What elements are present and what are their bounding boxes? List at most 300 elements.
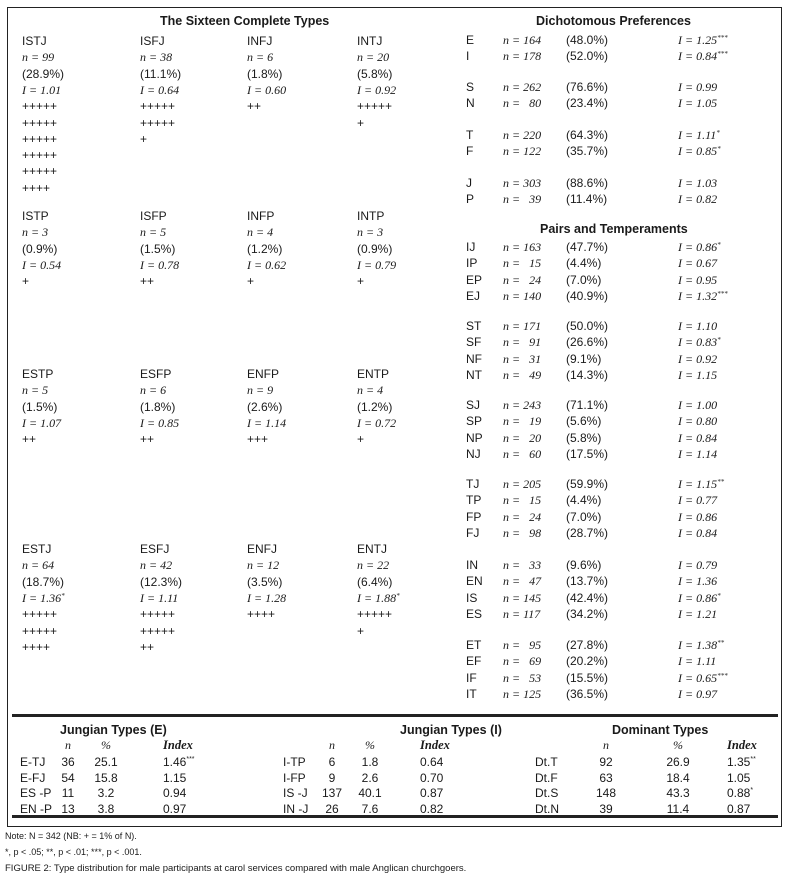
pref-index-text: I = 0.80: [678, 414, 718, 429]
significance-marker: ***: [717, 34, 728, 42]
pref-percent: [566, 368, 608, 382]
pref-count-text: n = 24: [503, 509, 542, 524]
pref-label-text: ES: [466, 607, 483, 622]
pref-count-text: n = 33: [503, 558, 542, 572]
pref-count: [503, 591, 541, 605]
row-count-text: 148: [595, 786, 617, 800]
type-plus-bar-text: +++++: [22, 623, 58, 638]
pref-count: [503, 687, 541, 701]
row-percent: [660, 802, 696, 816]
pref-percent-text: (34.2%): [566, 607, 609, 622]
type-index: [22, 416, 61, 430]
pref-label-text: I: [466, 49, 470, 63]
pref-count: [503, 273, 541, 287]
significance-marker: **: [717, 639, 725, 647]
row-index-text: 0.88: [727, 786, 751, 800]
row-percent: [352, 755, 388, 769]
pref-label: [466, 558, 478, 572]
pref-index: [678, 33, 728, 47]
pref-label-text: IS: [466, 590, 478, 605]
bottom-table-title-text: Jungian Types (I): [400, 723, 502, 737]
pref-percent: [566, 96, 608, 110]
pref-label-text: FP: [466, 509, 482, 524]
pref-count-text: n = 171: [503, 319, 542, 333]
row-index-text: 1.35: [727, 755, 751, 769]
pref-label: [466, 591, 477, 605]
bottom-table-title: [400, 723, 502, 737]
pref-count-text: n = 117: [503, 607, 541, 622]
pref-label: [466, 335, 481, 349]
type-plus-bar-text: +++++: [22, 164, 58, 179]
type-plus-bar: [22, 607, 57, 621]
pref-label: [466, 319, 481, 333]
pref-count-text: n = 125: [503, 687, 542, 702]
type-plus-bar-text: ++++: [247, 607, 276, 622]
row-percent: [88, 786, 124, 800]
pref-count: [503, 526, 541, 540]
type-name: [140, 209, 167, 223]
pref-percent-text: (20.2%): [566, 654, 609, 669]
row-percent-text: 15.8: [94, 770, 118, 785]
type-index-text: I = 1.36: [22, 590, 62, 605]
type-plus-bar-text: +++: [247, 432, 269, 447]
pref-percent-text: (26.6%): [566, 335, 609, 350]
pref-index-text: I = 1.14: [678, 447, 718, 462]
row-percent: [352, 786, 388, 800]
pref-label: [466, 477, 479, 491]
pref-index: [678, 638, 724, 652]
pref-count: [503, 289, 541, 303]
type-plus-bar: [22, 432, 36, 446]
type-percent-text: (1.2%): [357, 399, 393, 414]
type-index-text: I = 0.54: [22, 257, 62, 272]
row-percent-text: 3.2: [97, 786, 115, 800]
row-index-text: 1.05: [727, 770, 751, 785]
significance-marker: ***: [717, 671, 728, 680]
pref-percent: [566, 654, 608, 668]
type-plus-bar-text: ++: [140, 639, 155, 654]
row-percent: [352, 771, 388, 785]
type-plus-bar-text: +: [357, 115, 365, 130]
type-plus-bar-text: +++++: [22, 607, 58, 622]
type-name-text: INTJ: [357, 34, 383, 48]
pref-index-text: I = 1.36: [678, 574, 718, 589]
row-index-text: 0.87: [727, 801, 751, 816]
type-plus-bar-text: +: [22, 274, 30, 289]
type-name-text: ESTP: [22, 367, 54, 381]
row-index-text: 0.94: [163, 786, 187, 800]
pref-count-text: n = 91: [503, 335, 542, 350]
row-label-text: IN -J: [283, 801, 309, 816]
type-name: [22, 209, 49, 223]
type-plus-bar: [22, 148, 57, 162]
type-plus-bar-text: +++++: [140, 623, 176, 638]
row-index: [420, 786, 443, 800]
type-index-text: I = 0.62: [247, 257, 287, 272]
pref-index: [678, 319, 717, 333]
pref-count-text: n = 20: [503, 430, 542, 445]
pref-label: [466, 431, 483, 445]
pref-index: [678, 447, 717, 461]
type-name-text: ENFJ: [247, 542, 277, 556]
type-plus-bar: [140, 432, 154, 446]
type-plus-bar-text: +: [357, 274, 365, 289]
significance-marker: ***: [186, 756, 195, 763]
pref-percent: [566, 414, 601, 428]
pref-label-text: SF: [466, 335, 482, 350]
pref-index: [678, 273, 717, 287]
row-label-text: E-FJ: [20, 770, 46, 785]
pref-percent: [566, 558, 601, 572]
type-plus-bar: [22, 116, 57, 130]
row-label-text: Dt.T: [535, 755, 558, 769]
pref-percent-text: (4.4%): [566, 493, 602, 508]
row-index-text: 1.15: [163, 770, 187, 785]
type-plus-bar-text: +++++: [140, 99, 176, 114]
type-count: [357, 50, 389, 64]
pref-index: [678, 240, 721, 254]
pref-index-text: I = 1.15: [678, 368, 718, 383]
pref-label: [466, 176, 472, 190]
row-label-text: Dt.F: [535, 770, 558, 785]
row-label: [20, 755, 45, 769]
pref-percent: [566, 607, 608, 621]
row-count: [50, 786, 86, 800]
row-count-text: 26: [325, 801, 339, 816]
pref-index-text: I = 0.86: [678, 509, 718, 524]
type-plus-bar: [22, 640, 50, 654]
sixteen-types-title: The Sixteen Complete Types: [160, 14, 330, 28]
type-plus-bar: [357, 624, 364, 638]
bottom-table-title-text: Dominant Types: [612, 723, 709, 737]
row-label-text: IS -J: [283, 786, 308, 800]
pref-percent: [566, 591, 608, 605]
type-plus-bar-text: +++++: [22, 148, 58, 163]
type-plus-bar-text: ++: [140, 432, 155, 447]
pref-count: [503, 558, 541, 572]
column-header-index: [163, 738, 193, 752]
row-count: [314, 771, 350, 785]
type-count: [22, 225, 48, 239]
pref-percent-text: (11.4%): [566, 192, 608, 206]
pref-count: [503, 607, 540, 621]
pref-count: [503, 335, 541, 349]
pref-percent: [566, 431, 601, 445]
pref-index-text: I = 0.85: [678, 144, 718, 158]
significance-marker: ***: [717, 290, 728, 299]
type-percent-text: (1.5%): [22, 399, 58, 414]
type-count: [247, 225, 273, 239]
pref-count-text: n = 140: [503, 289, 542, 304]
significance-marker: **: [750, 756, 756, 763]
significance-marker: *: [396, 591, 400, 600]
type-name-text: ENTP: [357, 367, 390, 381]
pref-percent: [566, 289, 608, 303]
figure-caption: FIGURE 2: Type distribution for male participants at carol services compared with male Anglican churchgoers.: [5, 863, 467, 874]
pref-count: [503, 96, 541, 110]
type-index: [140, 258, 179, 272]
type-percent: [140, 242, 175, 256]
pref-index-text: I = 1.38: [678, 638, 718, 652]
pref-index: [678, 477, 724, 491]
type-index: [357, 416, 396, 430]
column-header-index: [420, 738, 450, 752]
pref-index-text: I = 1.25: [678, 33, 718, 47]
pref-percent-text: (35.7%): [566, 144, 609, 158]
pref-percent: [566, 510, 601, 524]
type-index: [357, 83, 396, 97]
type-name: [247, 367, 279, 381]
pref-label-text: TP: [466, 493, 482, 508]
type-plus-bar-text: +++++: [140, 115, 176, 130]
row-index-text: 1.46: [163, 755, 187, 769]
type-name: [357, 367, 389, 381]
type-count: [22, 558, 54, 572]
pref-count-text: n = 19: [503, 414, 542, 429]
row-percent-text: 7.6: [361, 801, 379, 816]
pref-count: [503, 176, 541, 190]
pref-index-text: I = 0.92: [678, 351, 718, 366]
type-percent-text: (1.5%): [140, 241, 176, 256]
pref-percent-text: (36.5%): [566, 687, 609, 702]
significance-marker: ***: [717, 50, 728, 58]
pref-count-text: n = 178: [503, 49, 542, 63]
pref-index-text: I = 1.15: [678, 477, 718, 491]
pref-label: [466, 574, 483, 588]
pref-index: [678, 414, 717, 428]
pref-index: [678, 256, 717, 270]
type-index-text: I = 0.85: [140, 415, 180, 430]
pref-percent: [566, 352, 601, 366]
type-name-text: ISFP: [140, 209, 167, 223]
pref-label-text: NJ: [466, 447, 481, 462]
pref-label-text: EP: [466, 272, 483, 287]
pref-count-text: n = 262: [503, 80, 542, 94]
pref-index: [678, 574, 717, 588]
type-count: [357, 558, 389, 572]
type-percent: [140, 575, 182, 589]
type-index-text: I = 1.07: [22, 415, 62, 430]
type-plus-bar: [140, 624, 175, 638]
type-percent: [247, 400, 282, 414]
type-count-text: n = 42: [140, 558, 173, 573]
pref-count: [503, 352, 541, 366]
type-index: [140, 83, 179, 97]
pref-index-text: I = 0.84: [678, 526, 718, 541]
type-index-text: I = 1.11: [140, 590, 179, 605]
pref-index: [678, 591, 721, 605]
pref-label-text: EN: [466, 574, 483, 589]
row-count-text: 6: [328, 755, 336, 769]
type-plus-bar-text: +: [247, 274, 255, 289]
note-sample-size: Note: N = 342 (NB: + = 1% of N).: [5, 831, 137, 841]
pref-label: [466, 256, 477, 270]
row-index-text: 0.97: [163, 801, 187, 816]
type-name-text: ENFP: [247, 367, 280, 381]
pref-index-text: I = 0.67: [678, 256, 718, 271]
pref-percent-text: (47.7%): [566, 240, 609, 254]
row-percent-text: 2.6: [361, 770, 379, 785]
significance-marker: *: [750, 787, 754, 794]
row-count-text: 63: [599, 770, 613, 785]
pref-percent: [566, 176, 608, 190]
pref-count-text: n = 31: [503, 351, 542, 366]
pref-count: [503, 477, 541, 491]
pref-percent-text: (50.0%): [566, 319, 609, 333]
type-index-text: I = 0.78: [140, 257, 180, 272]
pref-label: [466, 493, 481, 507]
pref-index: [678, 192, 717, 206]
pref-index: [678, 352, 717, 366]
pref-count: [503, 431, 541, 445]
type-percent: [357, 67, 392, 81]
type-name: [140, 367, 171, 381]
pref-label-text: NT: [466, 368, 482, 383]
type-plus-bar-text: +: [357, 623, 365, 638]
row-count-text: 39: [599, 801, 613, 816]
row-index-text: 0.70: [420, 770, 444, 785]
type-name: [357, 542, 387, 556]
type-plus-bar: [22, 164, 57, 178]
row-count-text: 13: [61, 801, 75, 816]
type-count-text: n = 64: [22, 558, 55, 573]
row-count: [588, 802, 624, 816]
type-count-text: n = 4: [357, 383, 384, 398]
pref-count-text: n = 60: [503, 447, 542, 462]
type-plus-bar-text: ++++: [22, 180, 51, 195]
type-percent: [22, 575, 64, 589]
type-plus-bar: [357, 274, 364, 288]
type-percent-text: (1.2%): [247, 241, 283, 256]
pref-count-text: n = 47: [503, 574, 542, 589]
pref-count-text: n = 243: [503, 398, 542, 412]
pref-percent-text: (88.6%): [566, 176, 609, 190]
pref-label-text: IP: [466, 256, 478, 271]
pref-percent-text: (14.3%): [566, 368, 609, 383]
pref-label-text: S: [466, 80, 475, 94]
type-count: [140, 558, 172, 572]
pref-label: [466, 49, 469, 63]
row-index: [163, 755, 195, 769]
type-plus-bar-text: ++: [140, 274, 155, 289]
row-index: [420, 771, 443, 785]
type-percent-text: (11.1%): [140, 66, 182, 81]
pref-label: [466, 654, 481, 668]
type-plus-bar: [357, 99, 392, 113]
type-count-text: n = 6: [140, 383, 167, 398]
column-header-index-text: Index: [420, 738, 450, 752]
pref-count: [503, 144, 541, 158]
row-percent-text: 43.3: [666, 786, 690, 800]
pref-index: [678, 654, 716, 668]
pref-percent-text: (9.6%): [566, 558, 602, 572]
pref-count: [503, 128, 541, 142]
type-plus-bar: [22, 274, 29, 288]
row-percent-text: 11.4: [666, 801, 690, 816]
pref-percent: [566, 335, 608, 349]
type-percent-text: (0.9%): [22, 241, 58, 256]
type-name: [247, 209, 274, 223]
row-index: [727, 802, 750, 816]
type-index: [22, 591, 65, 605]
pref-count: [503, 240, 541, 254]
pref-percent-text: (40.9%): [566, 289, 609, 304]
pref-percent: [566, 398, 608, 412]
pref-count: [503, 398, 541, 412]
type-count: [140, 50, 172, 64]
pref-index: [678, 144, 721, 158]
pref-count: [503, 80, 541, 94]
pref-percent-text: (23.4%): [566, 96, 609, 110]
pref-percent: [566, 574, 608, 588]
row-percent-text: 25.1: [94, 755, 118, 769]
pref-label: [466, 352, 482, 366]
type-percent: [357, 575, 392, 589]
significance-marker: *: [717, 336, 721, 345]
type-name: [140, 542, 169, 556]
pref-percent-text: (27.8%): [566, 638, 609, 652]
type-name-text: ENTJ: [357, 542, 387, 556]
pref-count: [503, 192, 541, 206]
type-name: [247, 542, 277, 556]
type-plus-bar: [140, 132, 147, 146]
pref-index-text: I = 1.32: [678, 289, 718, 304]
pref-index: [678, 368, 717, 382]
type-plus-bar: [247, 274, 254, 288]
pref-label: [466, 510, 481, 524]
type-plus-bar-text: +: [357, 432, 365, 447]
row-index: [420, 802, 443, 816]
pref-label-text: IF: [466, 670, 477, 685]
type-plus-bar: [140, 640, 154, 654]
pref-index: [678, 671, 728, 685]
type-percent: [247, 242, 282, 256]
type-index: [140, 416, 179, 430]
pref-count: [503, 368, 541, 382]
type-name: [247, 34, 272, 48]
pref-label-text: TJ: [466, 477, 480, 491]
pref-count: [503, 638, 541, 652]
type-percent-text: (6.4%): [357, 574, 393, 589]
row-count: [50, 755, 86, 769]
type-name: [22, 542, 51, 556]
type-count: [247, 50, 273, 64]
pref-count-text: n = 80: [503, 96, 542, 110]
pref-percent-text: (59.9%): [566, 477, 609, 491]
pref-index-text: I = 1.21: [678, 607, 718, 622]
pref-index-text: I = 1.11: [678, 128, 717, 142]
type-plus-bar-text: +++++: [357, 99, 393, 114]
type-name: [357, 209, 384, 223]
pref-label-text: FJ: [466, 526, 480, 541]
type-index-text: I = 0.64: [140, 82, 180, 97]
row-index-text: 0.87: [420, 786, 444, 800]
pref-index-text: I = 0.86: [678, 590, 718, 605]
type-percent-text: (28.9%): [22, 66, 65, 81]
type-plus-bar-text: +++++: [22, 131, 58, 146]
row-percent-text: 3.8: [97, 801, 115, 816]
pref-index-text: I = 1.00: [678, 398, 718, 412]
type-index-text: I = 0.79: [357, 257, 397, 272]
type-percent: [140, 67, 181, 81]
type-name-text: ISFJ: [140, 34, 165, 48]
pref-index-text: I = 0.84: [678, 49, 718, 63]
row-count: [50, 771, 86, 785]
type-plus-bar: [247, 607, 275, 621]
type-count-text: n = 5: [22, 383, 49, 398]
significance-marker: *: [717, 591, 721, 600]
row-index: [163, 802, 186, 816]
